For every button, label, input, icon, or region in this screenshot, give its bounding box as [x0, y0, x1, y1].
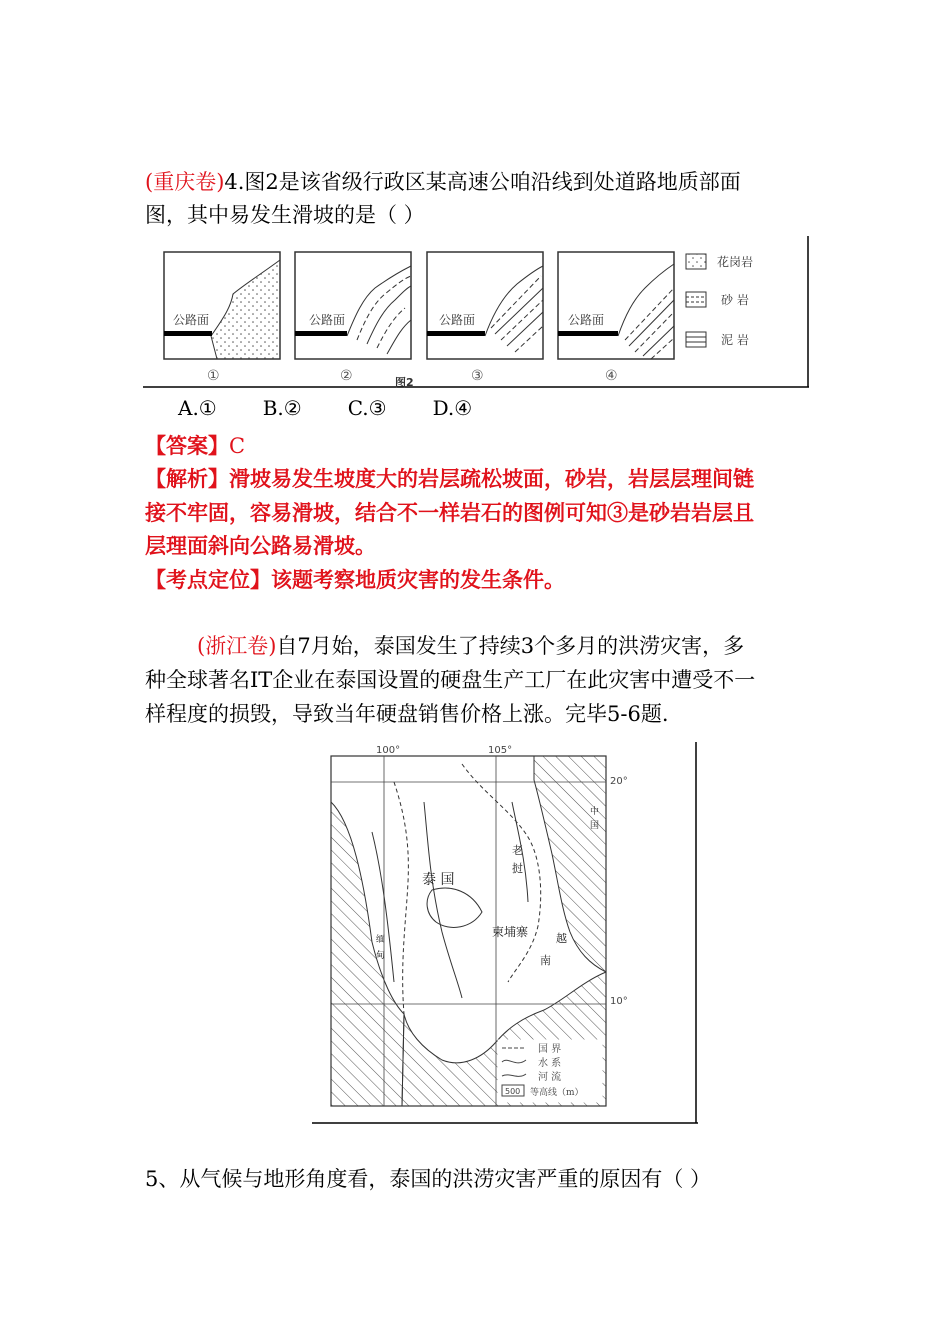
section-panel-1 — [164, 252, 280, 384]
label-thailand: 泰 国 — [422, 872, 455, 888]
legend-mudstone: 泥 岩 — [721, 333, 749, 347]
panel-number-3: ③ — [471, 368, 484, 384]
analysis-line1 — [145, 463, 754, 495]
legend-granite: 花岗岩 — [717, 255, 754, 269]
label-laos-2: 挝 — [512, 862, 523, 875]
zhejiang-source: (浙江卷) — [197, 634, 277, 658]
label-vietnam-1: 越 — [556, 932, 567, 945]
lat-label-10: 10° — [610, 996, 628, 1007]
legend-boundary: 国 界 — [538, 1044, 562, 1055]
label-laos-1: 老 — [512, 844, 523, 857]
panel-number-2: ② — [340, 368, 353, 384]
road-label-3: 公路面 — [439, 313, 476, 327]
section-panel-2 — [295, 252, 411, 384]
zhejiang-line2: 种全球著名IT企业在泰国设置的硬盘生产工厂在此灾害中遭受不一 — [145, 668, 756, 692]
kaodian-line — [145, 564, 565, 596]
thailand-map — [312, 742, 698, 1124]
zhejiang-line1 — [197, 630, 744, 662]
label-china-1: 中 — [590, 807, 600, 817]
road-label-2: 公路面 — [309, 313, 346, 327]
zhejiang-line3: 样程度的损毁，导致当年硬盘销售价格上涨。完毕5-6题. — [145, 702, 669, 726]
answer-value: C — [229, 434, 246, 458]
option-a: A.① — [178, 396, 217, 420]
label-cambodia: 柬埔寨 — [492, 925, 529, 939]
legend-contour: 等高线（m） — [530, 1088, 584, 1098]
q4-stem-line1: 4.图2是该省级行政区某高速公咱沿线到处道路地质部面 — [224, 170, 741, 194]
legend-river: 河 流 — [538, 1072, 562, 1083]
legend-contour-value: 500 — [505, 1087, 521, 1096]
rock-legend — [686, 254, 753, 347]
label-myanmar-1: 缅 — [376, 935, 386, 945]
option-b: B.② — [262, 396, 302, 420]
answer-line — [145, 430, 245, 462]
kaodian-text: 该题考察地质灾害的发生条件。 — [271, 567, 565, 592]
label-china-2: 国 — [590, 821, 600, 831]
option-d: D.④ — [432, 396, 473, 420]
analysis-text-1: 滑坡易发生坡度大的岩层疏松坡面，砂岩，岩层层理间链 — [229, 466, 754, 491]
figure-caption: 图2 — [395, 376, 414, 388]
analysis-line3: 层理面斜向公路易滑坡。 — [145, 533, 376, 558]
legend-sandstone: 砂 岩 — [721, 293, 749, 307]
road-label-4: 公路面 — [568, 313, 605, 327]
section-panel-3 — [427, 252, 543, 384]
panel-number-1: ① — [207, 368, 220, 384]
label-myanmar-2: 甸 — [376, 951, 386, 961]
section-panel-4 — [558, 252, 674, 384]
geology-section-figure — [143, 236, 809, 388]
lon-label-105: 105° — [488, 745, 513, 756]
label-vietnam-2: 南 — [540, 954, 551, 967]
answer-options — [178, 396, 472, 420]
map-legend — [498, 1040, 602, 1102]
zhejiang-text-1: 自7月始，泰国发生了持续3个多月的洪涝灾害，多 — [276, 634, 745, 658]
analysis-label: 【解析】 — [145, 466, 229, 491]
legend-water: 水 系 — [538, 1058, 562, 1069]
option-c: C.③ — [347, 396, 387, 420]
q4-source: (重庆卷) — [145, 170, 225, 194]
kaodian-label: 【考点定位】 — [145, 567, 271, 592]
lon-label-100: 100° — [376, 745, 401, 756]
answer-label: 【答案】 — [145, 433, 229, 458]
road-label-1: 公路面 — [173, 313, 210, 327]
q4-line1 — [145, 166, 741, 198]
panel-number-4: ④ — [605, 368, 618, 384]
analysis-line2: 接不牢固，容易滑坡，结合不一样岩石的图例可知③是砂岩岩层且 — [145, 500, 754, 525]
q5-text: 5、从气候与地形角度看，泰国的洪涝灾害严重的原因有（ ） — [145, 1167, 712, 1191]
lat-label-20: 20° — [610, 776, 628, 787]
q4-stem-line2: 图，其中易发生滑坡的是（ ） — [145, 203, 425, 227]
